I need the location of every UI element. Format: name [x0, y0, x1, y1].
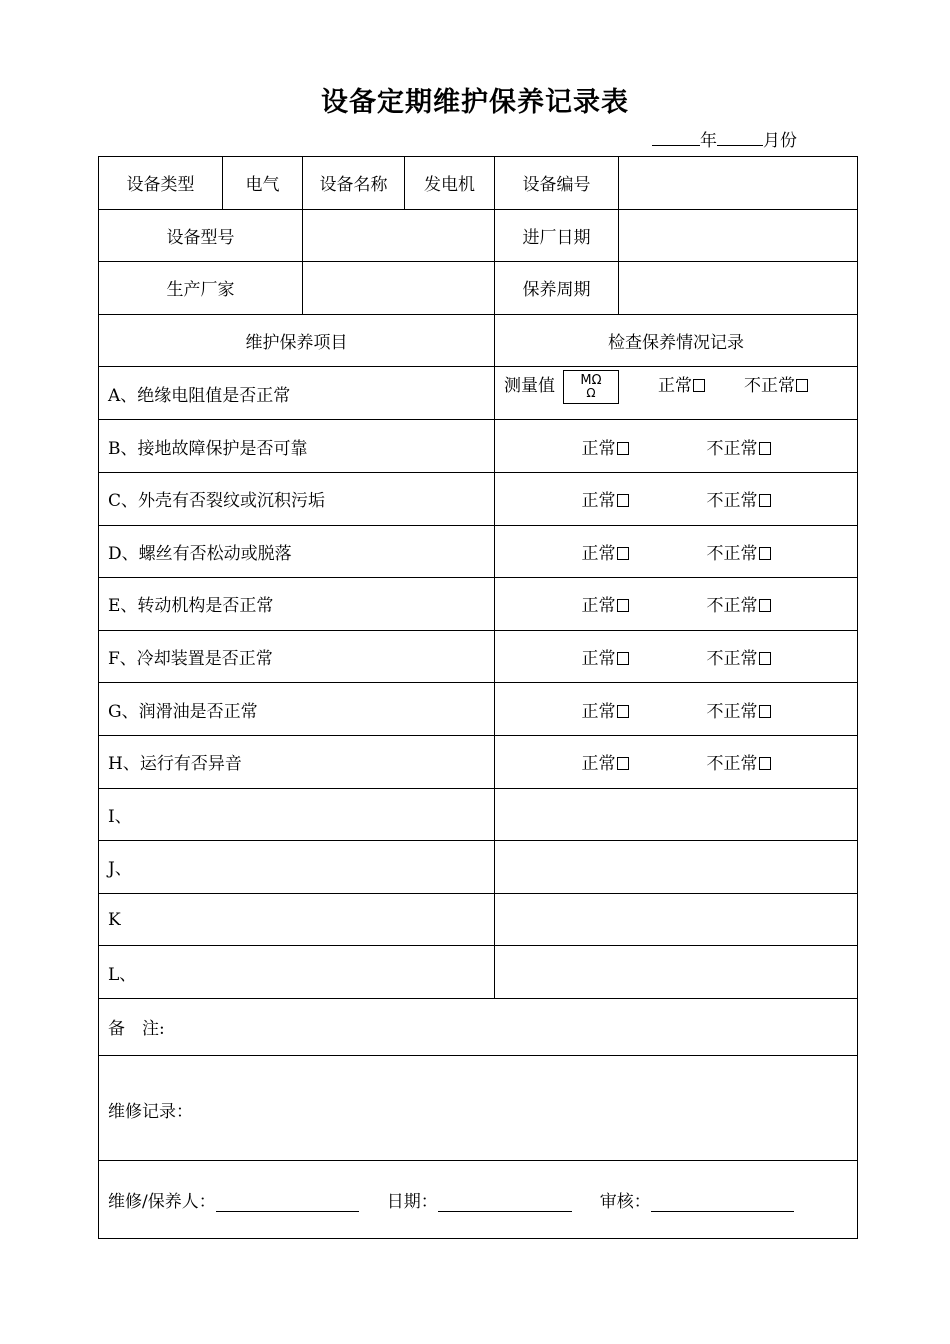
info-row-3: [99, 262, 858, 315]
normal-option[interactable]: 正常: [582, 749, 629, 774]
table-row: [99, 630, 858, 683]
column-header-row: [99, 314, 858, 367]
item-label: D、螺丝有否松动或脱落: [99, 525, 495, 578]
table-row: [99, 420, 858, 473]
review-field[interactable]: [651, 1195, 794, 1212]
measure-cell: [495, 367, 858, 420]
abnormal-option[interactable]: 不正常: [707, 644, 771, 669]
abnormal-checkbox[interactable]: [759, 705, 771, 718]
abnormal-option[interactable]: 不正常: [707, 486, 771, 511]
item-label: K: [99, 893, 495, 946]
status-cell: [495, 420, 858, 473]
month-label: 月份: [763, 131, 797, 151]
equipment-number-value[interactable]: [619, 157, 858, 210]
normal-option[interactable]: 正常: [582, 591, 629, 616]
abnormal-option[interactable]: 不正常: [707, 749, 771, 774]
normal-option[interactable]: 正常: [658, 371, 705, 396]
abnormal-checkbox[interactable]: [796, 379, 808, 392]
table-row: [99, 735, 858, 788]
record-cell[interactable]: [495, 788, 858, 841]
record-column-header: 检查保养情况记录: [495, 314, 858, 367]
normal-checkbox[interactable]: [617, 442, 629, 455]
item-label: A、绝缘电阻值是否正常: [99, 367, 495, 420]
item-label: E、转动机构是否正常: [99, 578, 495, 631]
abnormal-option[interactable]: 不正常: [707, 539, 771, 564]
equipment-type-label: 设备类型: [99, 157, 223, 210]
document-title: 设备定期维护保养记录表: [321, 87, 629, 118]
status-cell: [495, 683, 858, 736]
normal-checkbox[interactable]: [617, 494, 629, 507]
unit-ohm: Ω: [586, 386, 596, 401]
abnormal-checkbox[interactable]: [759, 652, 771, 665]
record-cell[interactable]: [495, 893, 858, 946]
abnormal-option[interactable]: 不正常: [744, 371, 808, 396]
review-label: 审核：: [599, 1191, 651, 1212]
item-label: L、: [99, 946, 495, 999]
equipment-type-value[interactable]: 电气: [223, 157, 303, 210]
normal-checkbox[interactable]: [617, 757, 629, 770]
items-column-header: 维护保养项目: [99, 314, 495, 367]
table-row: [99, 893, 858, 946]
item-label: B、接地故障保护是否可靠: [99, 420, 495, 473]
unit-megohm: MΩ: [580, 373, 602, 389]
table-row: [99, 841, 858, 894]
manufacturer-value[interactable]: [303, 262, 495, 315]
normal-checkbox[interactable]: [617, 599, 629, 612]
notes-row: [99, 998, 858, 1055]
table-row: [99, 946, 858, 999]
measure-value-field[interactable]: [563, 370, 619, 404]
status-cell: [495, 735, 858, 788]
normal-option[interactable]: 正常: [582, 697, 629, 722]
notes-cell[interactable]: [99, 998, 858, 1055]
notes-label: 备 注:: [108, 1019, 165, 1040]
abnormal-option[interactable]: 不正常: [707, 434, 771, 459]
item-label: H、运行有否异音: [99, 735, 495, 788]
table-row: [99, 683, 858, 736]
normal-checkbox[interactable]: [617, 652, 629, 665]
status-cell: [495, 525, 858, 578]
repair-record-cell[interactable]: [99, 1055, 858, 1160]
item-label: G、润滑油是否正常: [99, 683, 495, 736]
item-label: C、外壳有否裂纹或沉积污垢: [99, 472, 495, 525]
abnormal-checkbox[interactable]: [759, 757, 771, 770]
signature-cell: [99, 1160, 858, 1238]
year-label: 年: [700, 131, 717, 151]
normal-checkbox[interactable]: [617, 705, 629, 718]
equipment-name-value[interactable]: 发电机: [405, 157, 495, 210]
maintainer-label: 维修/保养人：: [108, 1191, 216, 1212]
repair-row: [99, 1055, 858, 1160]
measure-label: 测量值: [504, 376, 555, 397]
equipment-model-value[interactable]: [303, 209, 495, 262]
status-cell: [495, 630, 858, 683]
date-field[interactable]: [438, 1195, 572, 1212]
info-row-2: [99, 209, 858, 262]
equipment-name-label: 设备名称: [303, 157, 405, 210]
normal-option[interactable]: 正常: [582, 644, 629, 669]
month-field[interactable]: [717, 131, 763, 146]
table-row: [99, 578, 858, 631]
abnormal-checkbox[interactable]: [759, 442, 771, 455]
item-label: F、冷却装置是否正常: [99, 630, 495, 683]
equipment-number-label: 设备编号: [495, 157, 619, 210]
item-label: I、: [99, 788, 495, 841]
item-label: J、: [99, 841, 495, 894]
status-cell: [495, 578, 858, 631]
abnormal-checkbox[interactable]: [759, 494, 771, 507]
equipment-model-label: 设备型号: [99, 209, 303, 262]
abnormal-option[interactable]: 不正常: [707, 697, 771, 722]
signature-row: [99, 1160, 858, 1238]
entry-date-value[interactable]: [619, 209, 858, 262]
info-row-1: [99, 157, 858, 210]
date-line: [652, 126, 797, 151]
record-cell[interactable]: [495, 946, 858, 999]
manufacturer-label: 生产厂家: [99, 262, 303, 315]
entry-date-label: 进厂日期: [495, 209, 619, 262]
abnormal-checkbox[interactable]: [759, 547, 771, 560]
table-row: [99, 788, 858, 841]
table-row: [99, 367, 858, 420]
maintainer-field[interactable]: [216, 1195, 359, 1212]
date-label: 日期：: [386, 1191, 438, 1212]
normal-option[interactable]: 正常: [582, 486, 629, 511]
normal-option[interactable]: 正常: [582, 434, 629, 459]
status-cell: [495, 472, 858, 525]
repair-record-label: 维修记录：: [108, 1102, 193, 1123]
maintenance-cycle-value[interactable]: [619, 262, 858, 315]
normal-checkbox[interactable]: [617, 547, 629, 560]
abnormal-option[interactable]: 不正常: [707, 591, 771, 616]
year-field[interactable]: [652, 131, 700, 146]
abnormal-checkbox[interactable]: [759, 599, 771, 612]
record-cell[interactable]: [495, 841, 858, 894]
maintenance-cycle-label: 保养周期: [495, 262, 619, 315]
table-row: [99, 472, 858, 525]
maintenance-record-table: [98, 156, 858, 1239]
table-row: [99, 525, 858, 578]
normal-option[interactable]: 正常: [582, 539, 629, 564]
normal-checkbox[interactable]: [693, 379, 705, 392]
